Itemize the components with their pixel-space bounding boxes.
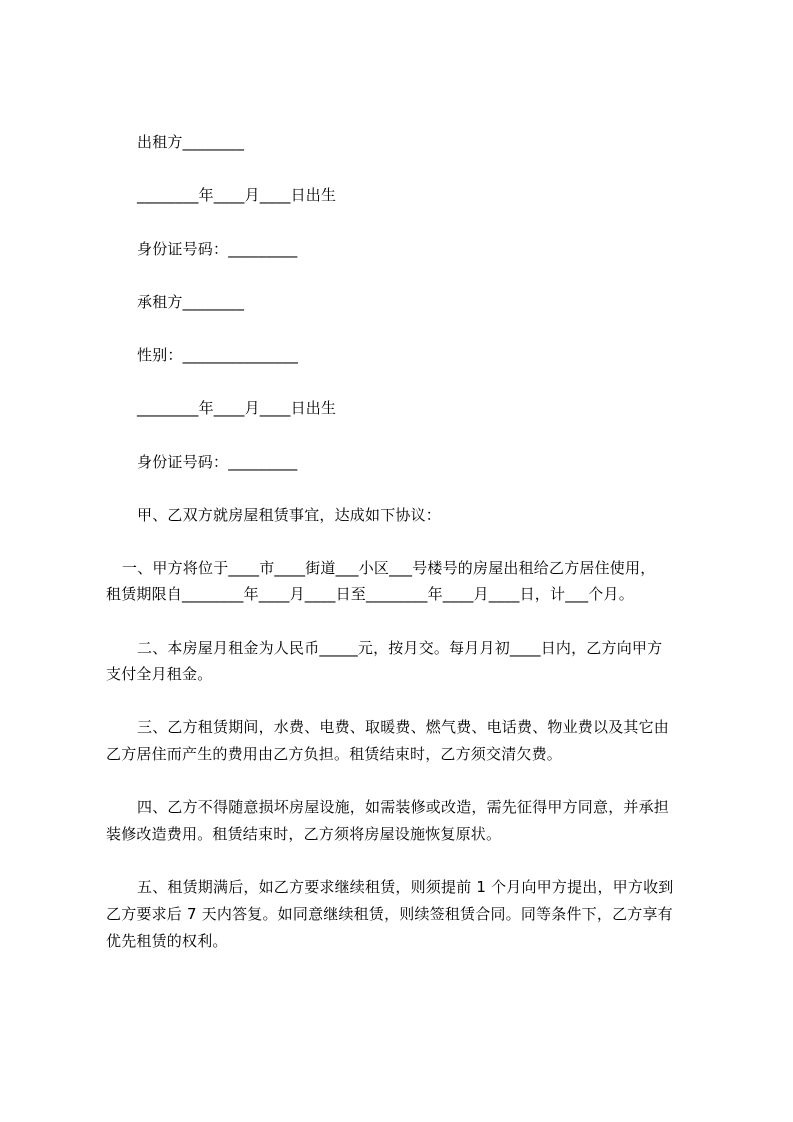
clause-1-line-2: 租赁期限自________年____月____日至________年____月____日，计___个月。 [106,585,634,603]
clause-5-line-3: 优先租赁的权利。 [106,932,228,950]
agreement-intro: 甲、乙双方就房屋租赁事宜，达成如下协议： [137,506,442,524]
clause-5-line-1: 五、租赁期满后，如乙方要求继续租赁，则须提前 1 个月向甲方提出，甲方收到 [137,878,674,896]
clause-3-line-2: 乙方居住而产生的费用由乙方负担。租赁结束时，乙方须交清欠费。 [106,745,563,763]
lessee-label: 承租方________ [137,293,245,311]
clause-4-line-2: 装修改造费用。租赁结束时，乙方须将房屋设施恢复原状。 [106,825,502,843]
clause-2-line-1: 二、本房屋月租金为人民币_____元，按月交。每月月初____日内，乙方向甲方 [137,639,663,657]
lessee-gender: 性别：_______________ [137,346,299,364]
lessee-birth-date: ________年____月____日出生 [137,399,337,417]
clause-2-line-2: 支付全月租金。 [106,665,213,683]
lessor-id-number: 身份证号码：_________ [137,240,298,258]
lessee-id-number: 身份证号码：_________ [137,453,298,471]
lessor-birth-date: ________年____月____日出生 [137,186,337,204]
clause-5-line-2: 乙方要求后 7 天内答复。如同意继续租赁，则续签租赁合同。同等条件下，乙方享有 [106,905,673,923]
clause-3-line-1: 三、乙方租赁期间，水费、电费、取暖费、燃气费、电话费、物业费以及其它由 [137,718,670,736]
clause-4-line-1: 四、乙方不得随意损坏房屋设施，如需装修或改造，需先征得甲方同意，并承担 [137,798,670,816]
clause-1-line-1: 一、甲方将位于____市____街道___小区___号楼号的房屋出租给乙方居住使用， [122,559,656,577]
lessor-label: 出租方________ [137,133,245,151]
